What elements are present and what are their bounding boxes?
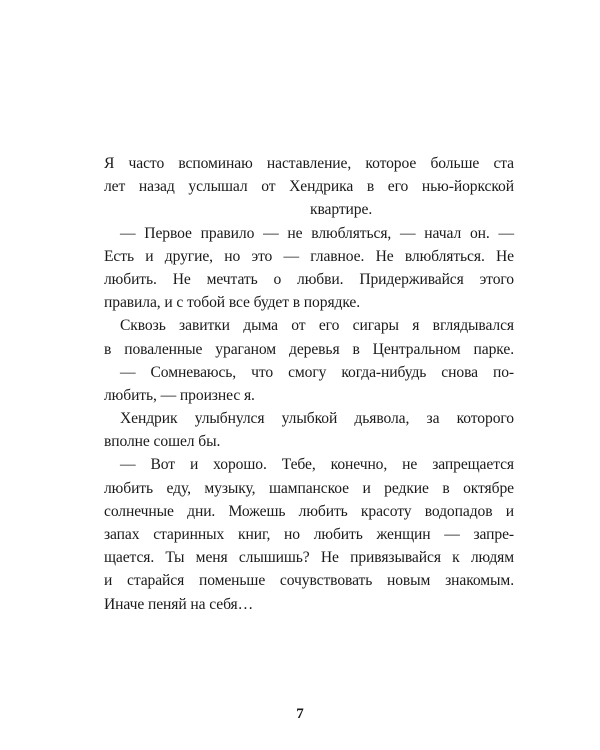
text-line: лет назад услышал от Хендрика в его нью-йоркской — [104, 178, 514, 196]
text-line: любить еду, музыку, шампанское и редкие в октябре — [104, 479, 514, 497]
text-line: Есть и другие, но это — главное. Не влюбляться. Не — [104, 247, 514, 265]
text-line: любить, — произнес я. — [104, 386, 255, 404]
text-line: квартире. — [310, 201, 373, 219]
text-line: вполне сошел бы. — [104, 433, 221, 451]
text-line: — Первое правило — не влюбляться, — начал он. — — [120, 224, 514, 242]
text-line: солнечные дни. Можешь любить красоту водопадов и — [104, 502, 514, 520]
text-line: запах старинных книг, но любить женщин — запре- — [104, 526, 514, 543]
text-line: в поваленные ураганом деревья в Центральном парке. — [104, 340, 514, 358]
text-line: правила, и с тобой все будет в порядке. — [104, 294, 361, 312]
text-line: Иначе пеняй на себя… — [104, 595, 254, 613]
text-line: Хендрик улыбнулся улыбкой дьявола, за которого — [120, 410, 514, 428]
text-line: и старайся поменьше сочувствовать новым знакомым. — [104, 572, 514, 590]
text-line: Я часто вспоминаю наставление, которое больше ста — [104, 155, 514, 172]
body-text — [104, 152, 514, 616]
text-line: любить. Не мечтать о любви. Придерживайся этого — [104, 270, 514, 288]
page-number: 7 — [296, 706, 304, 722]
text-line: Сквозь завитки дыма от его сигары я вглядывался — [120, 317, 514, 335]
text-line: — Сомневаюсь, что смогу когда-нибудь снова по- — [120, 363, 514, 381]
text-line: щается. Ты меня слышишь? Не привязывайся к людям — [104, 549, 514, 567]
text-line: — Вот и хорошо. Тебе, конечно, не запрещается — [120, 456, 514, 474]
